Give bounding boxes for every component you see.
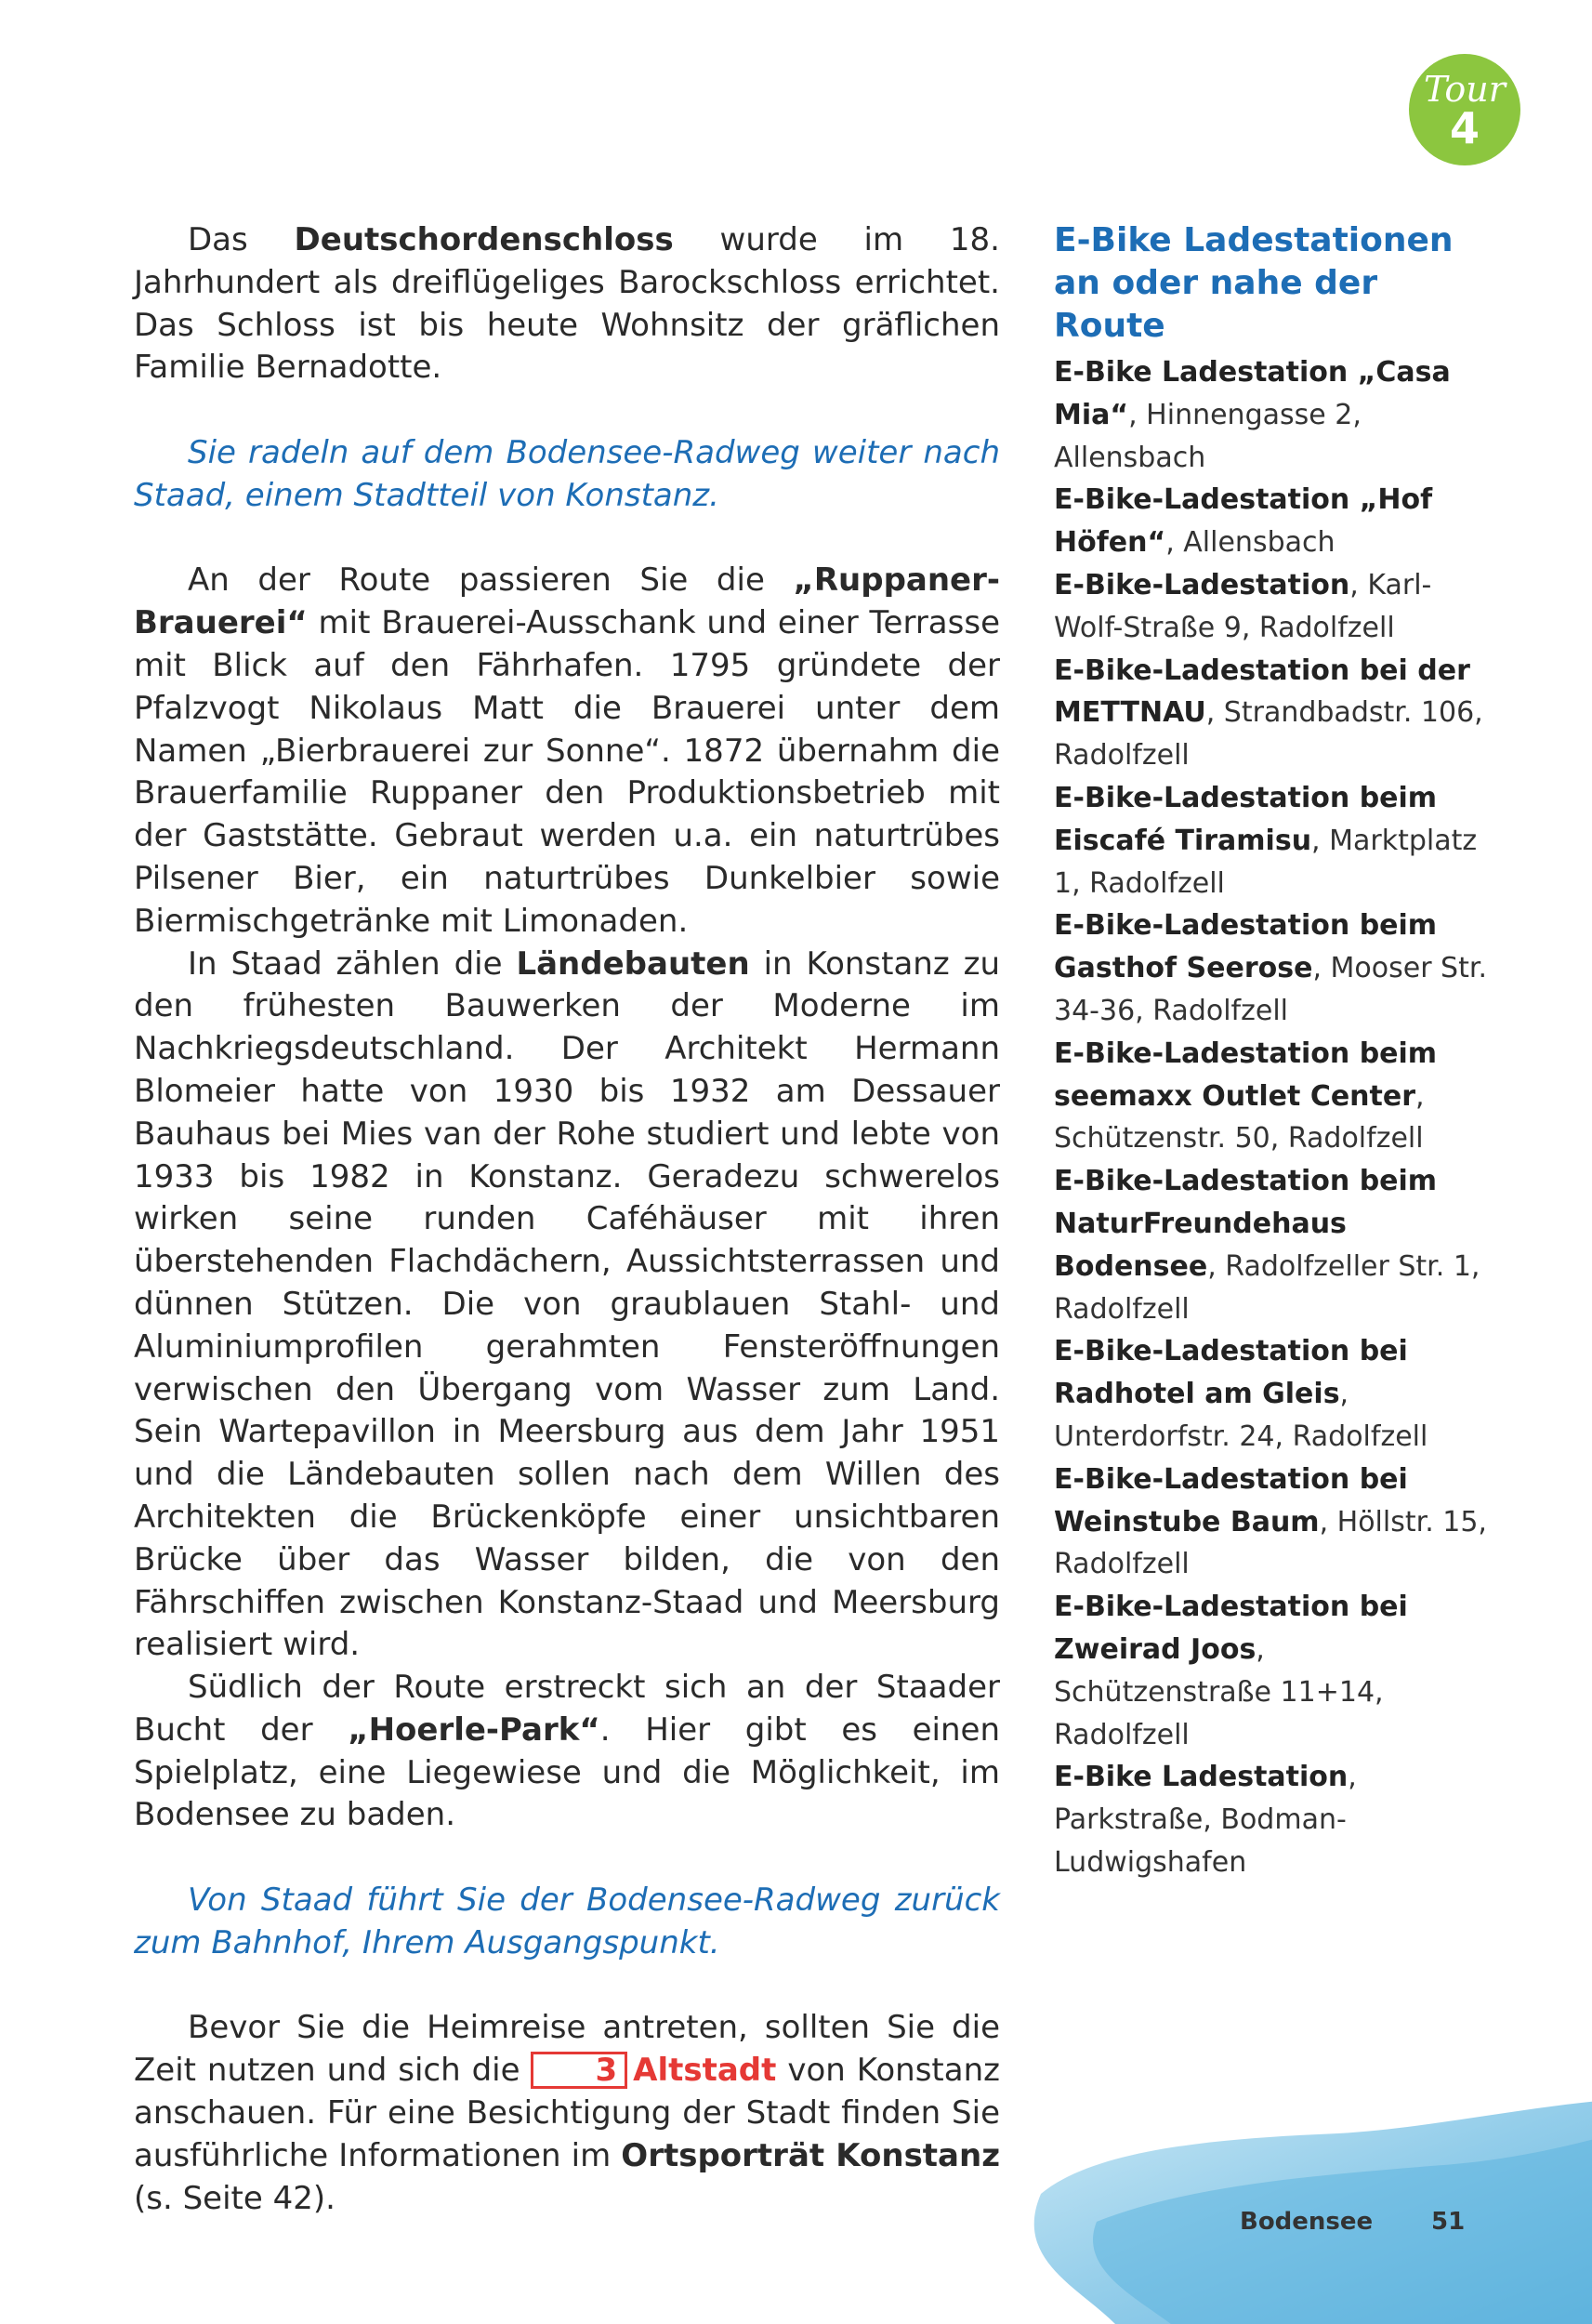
entry-address: , Schützenstr. 50, Radolfzell xyxy=(1054,1079,1425,1155)
text: Südlich der Route erstreckt sich an der Staader Bucht der xyxy=(134,1669,1000,1749)
ebike-entry xyxy=(1054,905,1491,1032)
footer-region-label: Bodensee xyxy=(1240,2208,1374,2236)
entry-name: E-Bike-Ladestation xyxy=(1054,568,1350,601)
entry-name: E-Bike-Ladestation bei der METTNAU xyxy=(1054,654,1470,730)
tour-badge xyxy=(1409,54,1520,165)
entry-address: , Radolfzeller Str. 1, Radolfzell xyxy=(1054,1249,1480,1326)
entry-address: , Höllstr. 15, Radolfzell xyxy=(1054,1505,1487,1581)
entry-name: E-Bike-Ladestation beim Eiscafé Tiramisu xyxy=(1054,781,1438,857)
route-direction-2: Von Staad führt Sie der Bodensee-Radweg zurück zum Bahnhof, Ihrem Ausgangspunkt. xyxy=(134,1882,1000,1961)
tour-badge-number: 4 xyxy=(1449,103,1480,153)
bold-term: „Ruppaner-Brauerei“ xyxy=(134,561,1000,642)
main-text-column xyxy=(134,219,1000,2220)
entry-address: , Mooser Str. 34-36, Radolfzell xyxy=(1054,952,1487,1027)
bold-term: Ortsporträt Konstanz xyxy=(621,2136,1000,2174)
text: In Staad zählen die xyxy=(188,944,517,983)
ebike-sidebar xyxy=(1054,219,1491,1884)
paragraph-ruppaner xyxy=(134,560,1000,943)
text: . Hier gibt es einen Spielplatz, eine Liegewiese und die Möglichkeit, im Bodensee zu baden. xyxy=(134,1710,1000,1834)
ebike-entry xyxy=(1054,1330,1491,1458)
entry-address: , Marktplatz 1, Radolfzell xyxy=(1054,824,1478,900)
bold-term: „Hoerle-Park“ xyxy=(348,1710,600,1749)
entry-name: E-Bike Ladestation xyxy=(1054,1761,1349,1794)
map-number-badge: 3 xyxy=(531,2052,627,2089)
ebike-entry xyxy=(1054,1586,1491,1756)
ebike-entry xyxy=(1054,1756,1491,1883)
route-direction-1: Sie radeln auf dem Bodensee-Radweg weiter nach Staad, einem Stadtteil von Konstanz. xyxy=(134,433,1000,514)
ebike-entry xyxy=(1054,1459,1491,1586)
bold-term: Ländebauten xyxy=(516,944,750,983)
entry-name: E-Bike-Ladestation bei Weinstube Baum xyxy=(1054,1462,1408,1538)
entry-address: , Schützenstraße 11+14, Radolfzell xyxy=(1054,1632,1384,1751)
entry-address: , Strandbadstr. 106, Radolfzell xyxy=(1054,696,1483,772)
text: (s. Seite 42). xyxy=(134,2179,336,2217)
ebike-entry xyxy=(1054,564,1491,650)
text: in Konstanz zu den frühesten Bauwerken der Moderne im Nachkriegsdeutschland. Der Architekt Hermann Blomeier hatte von 1930 bis 1932 am Dessauer Bauhaus bei Mies van der Rohe studiert und lebte von 1933 bis 1982 in Konstanz. Geradezu schwerelos wirken seine runden Caféhäuser mit ihren überstehenden Flachdächern, Aussichtsterrassen und dünnen Stützen. Die von graublauen Stahl- und Aluminiumprofilen gerahmten Fensteröffnungen verwischen den Übergang vom Wasser zum Land. Sein Wartepavillon in Meersburg aus dem Jahr 1951 und die Ländebauten sollen nach dem Willen des Architekten die Brückenköpfe einer unsichtbaren Brücke über das Wasser bilden, die von den Fährschiffen zwischen Konstanz-Staad und Meersburg realisiert wird. xyxy=(134,944,1001,1664)
text: An der Route passieren Sie die xyxy=(188,561,794,600)
entry-name: E-Bike-Ladestation bei Zweirad Joos xyxy=(1054,1591,1408,1666)
entry-name: E-Bike-Ladestation beim Gasthof Seerose xyxy=(1054,909,1438,985)
tour-badge-word: Tour xyxy=(1424,69,1506,110)
paragraph-heimreise xyxy=(134,2007,1000,2220)
entry-name: E-Bike Ladestation „Casa Mia“ xyxy=(1054,356,1451,431)
text: wurde im 18. Jahrhundert als dreiflügeliges Barockschloss errichtet. Das Schloss ist bis heute Wohnsitz der gräflichen Familie Bernadotte. xyxy=(134,221,1000,387)
text: Das xyxy=(188,221,295,258)
entry-name: E-Bike-Ladestation beim NaturFreundehaus Bodensee xyxy=(1054,1165,1438,1283)
entry-name: E-Bike-Ladestation „Hof Höfen“ xyxy=(1054,483,1433,560)
bold-term: Deutschordenschloss xyxy=(294,221,674,258)
entry-address: , Karl-Wolf-Straße 9, Radolfzell xyxy=(1054,568,1432,644)
page-number: 51 xyxy=(1431,2208,1466,2236)
paragraph-hoerle-park xyxy=(134,1667,1000,1837)
ebike-entry xyxy=(1054,777,1491,905)
sidebar-title: E-Bike Ladestationen an oder nahe der Route xyxy=(1054,221,1454,345)
paragraph-laendebauten xyxy=(134,944,1000,1668)
entry-name: E-Bike-Ladestation bei Radhotel am Gleis xyxy=(1054,1335,1408,1411)
ebike-entry xyxy=(1054,479,1491,564)
watercolor-splash xyxy=(985,2082,1592,2324)
entry-name: E-Bike-Ladestation beim seemaxx Outlet Center xyxy=(1054,1037,1438,1113)
text: von Konstanz anschauen. Für eine Besichtigung der Stadt finden Sie ausführliche Informationen im xyxy=(134,2052,1000,2174)
entry-address: , Hinnengasse 2, Allensbach xyxy=(1054,398,1362,474)
entry-address: , Unterdorfstr. 24, Radolfzell xyxy=(1054,1378,1428,1453)
ebike-entry xyxy=(1054,1033,1491,1160)
text: mit Brauerei-Ausschank und einer Terrasse mit Blick auf den Fährhafen. 1795 gründete der Pfalzvogt Nikolaus Matt die Brauerei unter dem Namen „Bierbrauerei zur Sonne“. 1872 übernahm die Brauerfamilie Ruppaner den Produktionsbetrieb mit der Gaststätte. Gebraut werden u.a. ein naturtrübes Pilsener Bier, ein naturtrübes Dunkelbier sowie Biermischgetränke mit Limonaden. xyxy=(134,604,1000,940)
ebike-entry xyxy=(1054,351,1491,479)
ebike-entry xyxy=(1054,650,1491,777)
entry-address: , Parkstraße, Bodman-Ludwigshafen xyxy=(1054,1761,1357,1879)
entry-address: , Allensbach xyxy=(1165,526,1335,560)
altstadt-reference: Altstadt xyxy=(633,2052,777,2090)
text: Bevor Sie die Heimreise antreten, sollten Sie die Zeit nutzen und sich die xyxy=(134,2009,1000,2090)
paragraph-deutschordenschloss xyxy=(134,219,1000,390)
ebike-entry xyxy=(1054,1160,1491,1330)
